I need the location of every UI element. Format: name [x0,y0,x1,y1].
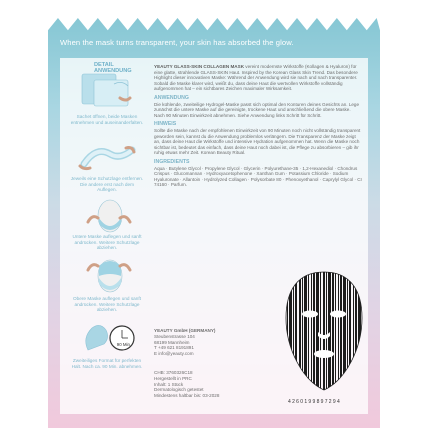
section-text: Die kühlende, zweiteilige Hydrogel-Maske passt sich optimal den Konturen deines Gesichts an. Lege zunächst die untere Maske auf die gereinigte, trockene Haut und anschließend die obere Maske. Nach 90 Minuten Einwirkzeit abnehmen. Siehe Anwendung links Schritt für Schritt. [154,101,360,118]
detail-line: Inhalt: 1 Stück [154,381,184,387]
step-5-text: Zweiteiliges Format für perfekten Halt. Nach ca. 90 Min. abnehmen. [71,358,143,369]
intro-paragraph [154,64,362,92]
detail-line: Dermatologisch getestet [154,387,204,393]
barcode-bar [364,270,365,392]
barcode-bar [358,270,361,392]
description-column [154,64,362,190]
barcode-bar [308,270,309,392]
barcode-number: 4260199897294 [288,399,342,405]
section-heading: ANWENDUNG [154,94,189,101]
section-heading: HINWEIS [154,121,177,127]
barcode-bar [347,270,348,392]
timer-label: 90 Min. [116,342,132,347]
remove-film-illustration [74,134,140,174]
barcode-bar [353,270,354,392]
detail-line: Mindestens haltbar bis: 03-2028 [154,393,220,399]
upper-mask-face-illustration [74,256,144,296]
barcode-bar [299,270,301,392]
section-text: Sollte die Maske nach der empfohlenen Einwirkzeit von 90 Minuten noch nicht vollständig transparent geworden sein, kannst du die Anwendung problemlos verlängern. Die Transparenz der Maske zeigt an, dass deine Haut die Wirkstoffe und intensive Hydration aufgenommen hat. Wenn die Maske noch sichtbar ist, bedeutet das einfach, dass deine Haut noch dabei ist, die Pflege zu absorbieren – gib ihr ruhig etwas mehr Zeit. Korean Beauty Ritual. [154,128,361,155]
barcode-bar [293,270,294,392]
step-2-text: Jeweils eine Schutzlage entfernen. Die andere erst nach dem Auflegen. [70,176,144,193]
ingredients-text: Aqua · Butylene Glycol · Propylene Glycol · Glycerin · Polyurethane-35 · 1,2-Hexanediol · Chondrus Crispus · Glucomannan · Hydroxyacetophenone · Xanthan Gum · Potassium Chloride · Sodium Hyaluronate · Allantoin · Hydrolyzed Collagen · Polysorbate 80 · Phenoxyethanol · Caprylyl Glycol · CI 74160 · Parfum. [154,165,362,187]
barcode-mask-graphic [282,270,366,392]
barcode-bar [332,270,334,392]
detail-line: Hergestellt in PRC [154,375,192,381]
address-line: 68199 Mannheim [154,339,190,345]
barcode-bar [284,270,286,392]
intro-brand: YEAUTY GLASS-SKIN COLLAGEN MASK [154,64,245,69]
address-line: Steubenstrasse 104 [154,333,195,339]
info-panel [60,58,368,414]
barcode-bar [340,270,342,392]
barcode-bar [338,270,339,392]
barcode-bar [335,270,336,392]
barcode-bar [323,270,325,392]
barcode-bar [316,270,319,392]
lower-mask-face-illustration [74,196,144,236]
product-details [154,370,219,399]
company-name: YEAUTY GmbH (GERMANY) [154,328,216,333]
email-line: E info@yeauty.com [154,351,194,357]
timer-illustration [74,320,144,356]
barcode-bar [320,270,321,392]
barcode-bar [289,270,292,392]
step-4-text: Obere Maske auflegen und sanft andrücken. Weitere Schutzlage abziehen. [72,296,141,313]
barcode-bar [302,270,303,392]
section-heading: INGREDIENTS [154,158,190,165]
barcode-bar [326,270,327,392]
usage-heading: DETAIL ANWENDUNG [94,62,132,74]
phone-line: T +49 621 8191891 [154,345,194,351]
barcode-bar [328,270,331,392]
barcode-bar [311,270,312,392]
detail-line: CHB: 3760326C18 [154,370,193,375]
barcode-bar [349,270,351,392]
step-1-text: Sachet öffnen, beide Masken entnehmen und auseinanderfalten. [70,114,144,125]
barcode-bar [295,270,297,392]
open-sachet-illustration [74,70,140,114]
tagline: When the mask turns transparent, your skin has absorbed the glow. [60,38,294,47]
intro-text: vereint modernste Wirkstoffe (Kollagen & Hyaluron) für eine glatte, strahlende GLASS-SKIN Haut. Inspired by the Korean Glass Skin Trend. Das besondere Highlight dieser innovativen Maske: Während der Anwendung wird sie nach und nach transparenter. Sobald die Maske klarer wird, weißt du, dass deine Haut die wertvollen Wirkstoffe vollständig aufgenommen hat – ein sichtbares Zeichen maximaler Wirksamkeit. [154,64,358,91]
company-address [154,328,215,357]
step-3-text: Untere Maske auflegen und sanft andrücken. Weitere Schutzlage abziehen. [72,234,142,251]
barcode-bar [362,270,363,392]
barcode-bar [313,270,315,392]
